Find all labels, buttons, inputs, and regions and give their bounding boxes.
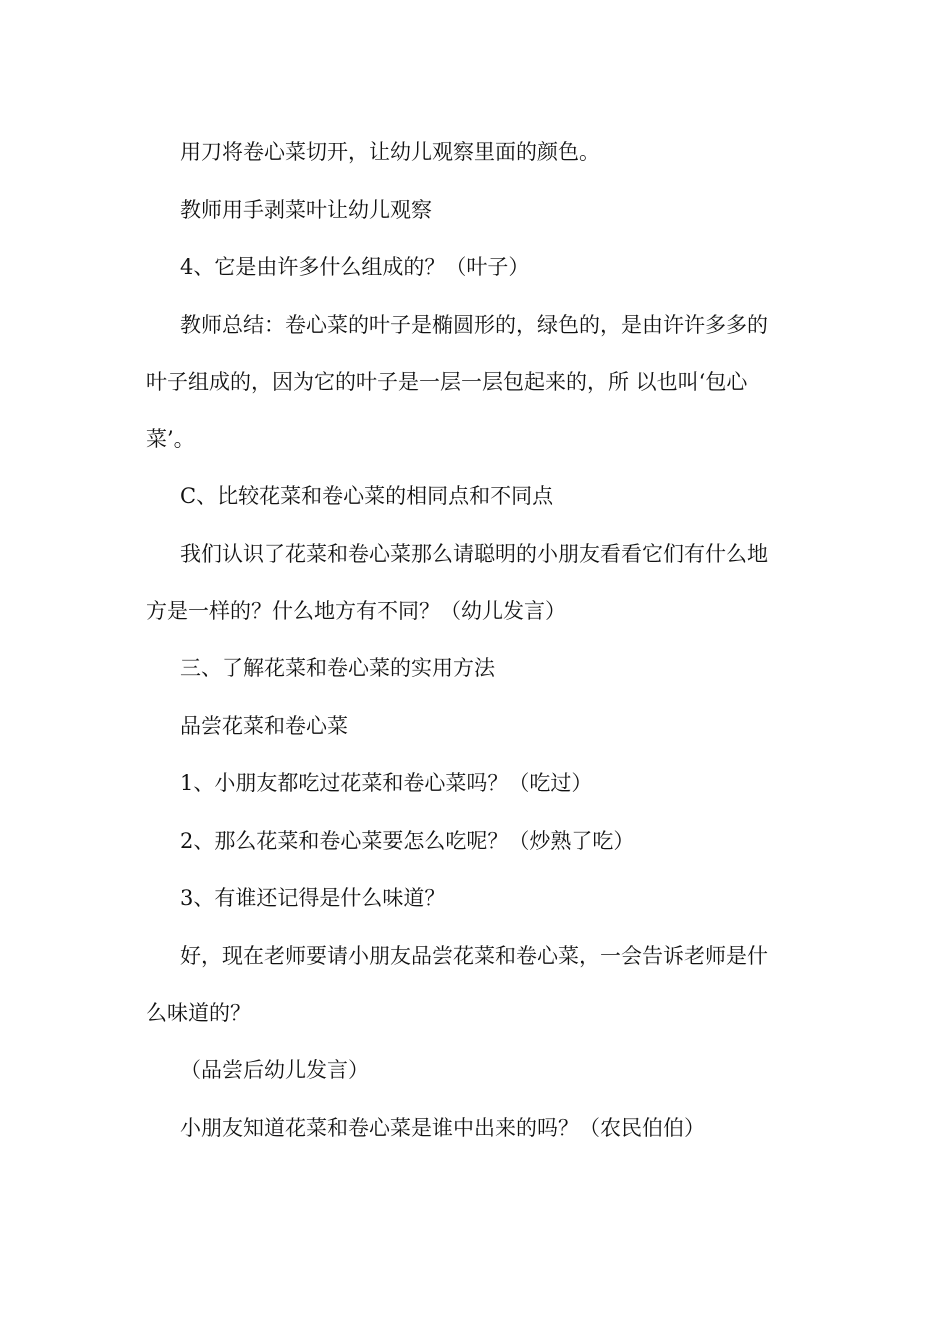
paragraph-section-c: C、比较花菜和卷心菜的相同点和不同点 bbox=[180, 484, 554, 508]
paragraph-question-4: 4、它是由许多什么组成的？（叶子） bbox=[180, 255, 530, 279]
paragraph-question-1: 1、小朋友都吃过花菜和卷心菜吗？（吃过） bbox=[180, 771, 593, 795]
paragraph-line: 叶子组成的，因为它的叶子是一层一层包起来的，所 以也叫‘包心 bbox=[146, 369, 748, 394]
paragraph-line: 教师总结：卷心菜的叶子是椭圆形的，绿色的，是由许许多多的 bbox=[180, 312, 768, 337]
paragraph-line: 我们认识了花菜和卷心菜那么请聪明的小朋友看看它们有什么地 bbox=[180, 541, 768, 566]
paragraph-line: 菜’。 bbox=[146, 426, 195, 451]
paragraph-line: 好，现在老师要请小朋友品尝花菜和卷心菜，一会告诉老师是什 bbox=[180, 943, 768, 968]
paragraph-who-grows: 小朋友知道花菜和卷心菜是谁中出来的吗？（农民伯伯） bbox=[180, 1115, 705, 1140]
paragraph-after-tasting: （品尝后幼儿发言） bbox=[180, 1058, 369, 1082]
paragraph-question-3: 3、有谁还记得是什么味道？ bbox=[180, 886, 446, 910]
paragraph-tasting-heading: 品尝花菜和卷心菜 bbox=[180, 713, 348, 738]
paragraph-line: 方是一样的？什么地方有不同？（幼儿发言） bbox=[146, 598, 566, 623]
paragraph-tasting-invite bbox=[146, 938, 810, 1032]
paragraph-cut-cabbage: 用刀将卷心菜切开，让幼儿观察里面的颜色。 bbox=[180, 140, 600, 164]
paragraph-peel-leaves: 教师用手剥菜叶让幼儿观察 bbox=[180, 197, 432, 222]
paragraph-line: 么味道的？ bbox=[146, 1000, 251, 1025]
document-body bbox=[146, 134, 810, 1167]
paragraph-teacher-summary bbox=[146, 307, 810, 458]
paragraph-question-2: 2、那么花菜和卷心菜要怎么吃呢？（炒熟了吃） bbox=[180, 828, 635, 853]
paragraph-section-three: 三、了解花菜和卷心菜的实用方法 bbox=[180, 656, 495, 680]
paragraph-compare-question bbox=[146, 536, 810, 630]
